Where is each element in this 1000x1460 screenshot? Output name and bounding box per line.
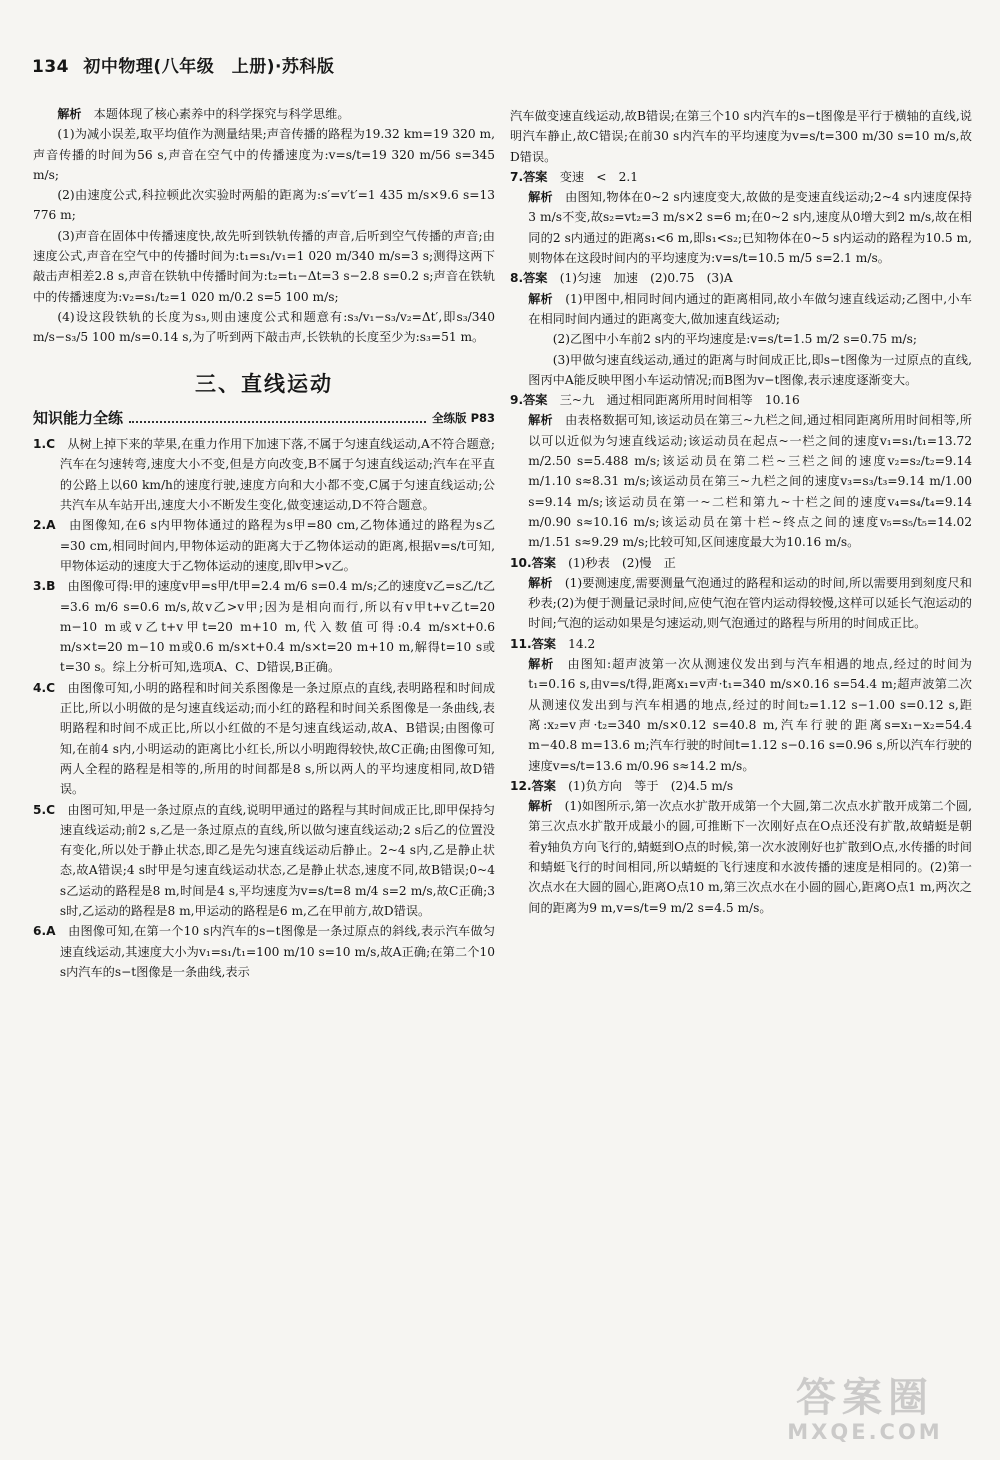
question-4: 4.C 由图像可知,小明的路程和时间关系图像是一条过原点的直线,表明路程和时间成正比,所以小明做的是匀速直线运动;而小红的路程和时间关系图像是一条曲线,表明路程和时间不成正比,所以小红做的不是匀速直线运动,故A、B错误;由图像可知,在前4 s内,小明运动的距离比小红长,所以小明跑得较快,故C正确;由图像可知,两人全程的路程是相等的,所用的时间都是8 s,所以两人的平均速度相同,故D错误。: [33, 680, 496, 797]
answer-11: 11.答案 14.2: [510, 636, 596, 651]
analysis-7: 解析 由图知,物体在0~2 s内速度变大,故做的是变速直线运动;2~4 s内速度保持3 m/s不变,故s₂=vt₂=3 m/s×2 s=6 m;在0~2 s内,速度从0增大到2 m/s,故在相同的2 s内通过的距离s₁<6 m,即s₁<s₂;已知物体在0~5 s内运动的路程为10.5 m,则物体在这段时间内的平均速度为:v=s/t=10.5 m/5 s=2.1 m/s。: [528, 190, 972, 266]
analysis-part-2: (2)由速度公式,科拉顿此次实验时两船的距离为:s′=v′t′=1 435 m/s×9.6 s=13 776 m;: [33, 188, 495, 223]
answer-8: 8.答案 (1)匀速 加速 (2)0.75 (3)A: [510, 271, 733, 286]
analysis-part-3: (3)声音在固体中传播速度快,故先听到铁轨传播的声音,后听到空气传播的声音;由速度公式,声音在空气中的传播时间为:t₁=s₁/v₁=1 020 m/340 m/s=3 s;测得这两下敲击声相差2.8 s,声音在铁轨中传播时间为:t₂=t₁−Δt=3 s−2.8 s=0.2 s;声音在铁轨中的传播速度为:v₂=s₁/t₂=1 020 m/0.2 s=5 100 m/s;: [33, 228, 495, 304]
book-title: 初中物理(八年级 上册)·苏科版: [83, 57, 335, 77]
analysis-part-1: (1)为减小误差,取平均值作为测量结果;声音传播的路程为19.32 km=19 320 m,声音传播的时间为56 s,声音在空气中的传播速度为:v=s/t=19 320 m/56 s=345 m/s;: [33, 127, 495, 182]
page-header: [32, 52, 968, 77]
right-column: [510, 106, 972, 918]
answer-9: 9.答案 三~九 通过相同距离所用时间相等 10.16: [510, 393, 800, 408]
analysis-8a: 解析 (1)甲图中,相同时间内通过的距离相同,故小车做匀速直线运动;乙图中,小车在相同时间内通过的距离变大,做加速直线运动;: [528, 291, 972, 326]
question-3: 3.B 由图像可得:甲的速度v甲=s甲/t甲=2.4 m/6 s=0.4 m/s;乙的速度v乙=s乙/t乙=3.6 m/6 s=0.6 m/s,故v乙>v甲;因为是相向而行,所以有v甲t+v乙t=20 m−10 m或v乙t+v甲t=20 m+10 m,代入数值可得:0.4 m/s×t+0.6 m/s×t=20 m−10 m或0.6 m/s×t+0.4 m/s×t=20 m+10 m,解得t=10 s或t=30 s。综上分析可知,选项A、C、D错误,B正确。: [33, 579, 496, 675]
analysis-9: 解析 由表格数据可知,该运动员在第三~九栏之间,通过相同距离所用时间相等,所以可以近似为匀速直线运动;该运动员在起点~一栏之间的速度v₁=s₁/t₁=13.72 m/2.50 s=5.488 m/s;该运动员在第二栏~三栏之间的速度v₂=s₂/t₂=9.14 m/1.10 s≈8.31 m/s;该运动员在第三~九栏之间的速度v₃=s₃/t₃=9.14 m/1.00 s=9.14 m/s;该运动员在第一~二栏和第九~十栏之间的速度v₄=s₄/t₄=9.14 m/0.90 s≈10.16 m/s;该运动员在第十栏~终点之间的速度v₅=s₅/t₅=14.02 m/1.51 s≈9.29 m/s;比较可知,区间速度最大为10.16 m/s。: [528, 413, 972, 550]
question-1: 1.C 从树上掉下来的苹果,在重力作用下加速下落,不属于匀速直线运动,A不符合题意;汽车在匀速转弯,速度大小不变,但是方向改变,B不属于匀速直线运动;汽车在平直的公路上以60 km/h的速度行驶,速度方向和大小都不变,C属于匀速直线运动;公共汽车从车站开出,速度大小不断发生变化,做变速运动,D不符合题意。: [33, 437, 496, 513]
site-watermark: [760, 1376, 970, 1448]
question-6: 6.A 由图像可知,在第一个10 s内汽车的s−t图像是一条过原点的斜线,表示汽车做匀速直线运动,其速度大小为v₁=s₁/t₁=100 m/10 s=10 m/s,故A正确;在第二个10 s内汽车的s−t图像是一条曲线,表示: [33, 924, 496, 979]
analysis-part-4: (4)设这段铁轨的长度为s₃,则由速度公式和题意有:s₃/v₁−s₃/v₂=Δt′,即s₃/340 m/s−s₃/5 100 m/s=0.14 s,为了听到两下敲击声,长铁轨的长度至少为:s₃=51 m。: [33, 309, 495, 345]
question-2: 2.A 由图像知,在6 s内甲物体通过的路程为s甲=80 cm,乙物体通过的路程为s乙=30 cm,相同时间内,甲物体运动的距离大于乙物体运动的距离,根据v=s/t可知,甲物体运动的速度大于乙物体运动的速度,即v甲>v乙。: [33, 518, 496, 573]
question-5: 5.C 由图可知,甲是一条过原点的直线,说明甲通过的路程与其时间成正比,即甲保持匀速直线运动;前2 s,乙是一条过原点的直线,所以做匀速直线运动;2 s后乙的位置没有变化,所以处于静止状态,即乙是先匀速直线运动后静止。2~4 s内,乙是静止状态,故A错误;4 s时甲是匀速直线运动状态,乙是静止状态,速度不同,故B错误;0~4 s乙运动的路程是8 m,时间是4 s,平均速度为v=s/t=8 m/4 s=2 m/s,故C正确;3 s时,乙运动的路程是8 m,甲运动的路程是6 m,乙在甲前方,故D错误。: [33, 802, 495, 918]
answer-12: 12.答案 (1)负方向 等于 (2)4.5 m/s: [510, 778, 734, 793]
analysis-10: 解析 (1)要测速度,需要测量气泡通过的路程和运动的时间,所以需要用到刻度尺和秒表;(2)为便于测量记录时间,应使气泡在管内运动得较慢,这样可以延长气泡运动的时间;气泡的运动如果是匀速运动,则气泡通过的路程与所用的时间成正比。: [528, 575, 972, 631]
exercise-band: [33, 408, 495, 428]
watermark-logo-text: 答案圈: [796, 1375, 934, 1421]
answer-10: 10.答案 (1)秒表 (2)慢 正: [510, 555, 676, 570]
answer-7: 7.答案 变速 < 2.1: [510, 169, 639, 184]
analysis-tag: 解析: [57, 107, 82, 121]
section-title: 三、直线运动: [195, 371, 333, 396]
page-number: 134: [32, 57, 69, 77]
analysis-12: 解析 (1)如图所示,第一次点水扩散开成第一个大圆,第二次点水扩散开成第二个圆,第三次点水扩散开成最小的圆,可推断下一次刚好点在O点还没有扩散,故蜻蜓是朝着y轴负方向飞行的,蜻蜓到O点的时候,第一次水波刚好也扩散到O点,水传播的时间和蜻蜓飞行的时间相同,所以蜻蜓的飞行速度和水波传播的速度是相同的。(2)第一次点水在大圆的圆心,距离O点10 m,第三次点水在小圆的圆心,距离O点1 m,两次之间的距离为9 m,v=s/t=9 m/2 s=4.5 m/s。: [528, 799, 972, 915]
analysis-8c: (3)甲做匀速直线运动,通过的距离与时间成正比,即s−t图像为一过原点的直线,图丙中A能反映甲图小车运动情况;而B图为v−t图像,表示速度逐渐变大。: [528, 352, 972, 387]
band-edition: 全练版 P83: [432, 410, 495, 425]
left-column: [33, 104, 495, 982]
band-title: 知识能力全练: [33, 408, 124, 427]
analysis-11: 解析 由图知:超声波第一次从测速仪发出到与汽车相遇的地点,经过的时间为t₁=0.16 s,由v=s/t得,距离x₁=v声·t₁=340 m/s×0.16 s=54.4 m;超声波第二次从测速仪发出到与汽车相遇的地点,经过的时间t₂=1.12 s−1.00 s=0.12 s,距离:x₂=v声·t₂=340 m/s×0.12 s=40.8 m,汽车行驶的距离s=x₁−x₂=54.4 m−40.8 m=13.6 m;汽车行驶的时间t=1.12 s−0.16 s=0.96 s,所以汽车行驶的速度v=s/t=13.6 m/0.96 s≈14.2 m/s。: [528, 657, 972, 773]
band-divider: [129, 413, 426, 423]
analysis-intro: 解析 本题体现了核心素养中的科学探究与科学思维。: [57, 107, 350, 121]
analysis-8b: (2)乙图中小车前2 s内的平均速度是:v=s/t=1.5 m/2 s=0.75 m/s;: [552, 332, 917, 347]
question-6-continued: 汽车做变速直线运动,故B错误;在第三个10 s内汽车的s−t图像是平行于横轴的直线,说明汽车静止,故C错误;在前30 s内汽车的平均速度为v=s/t=300 m/30 s=10 m/s,故D错误。: [510, 109, 972, 164]
watermark-domain: MXQE.COM: [787, 1420, 943, 1444]
